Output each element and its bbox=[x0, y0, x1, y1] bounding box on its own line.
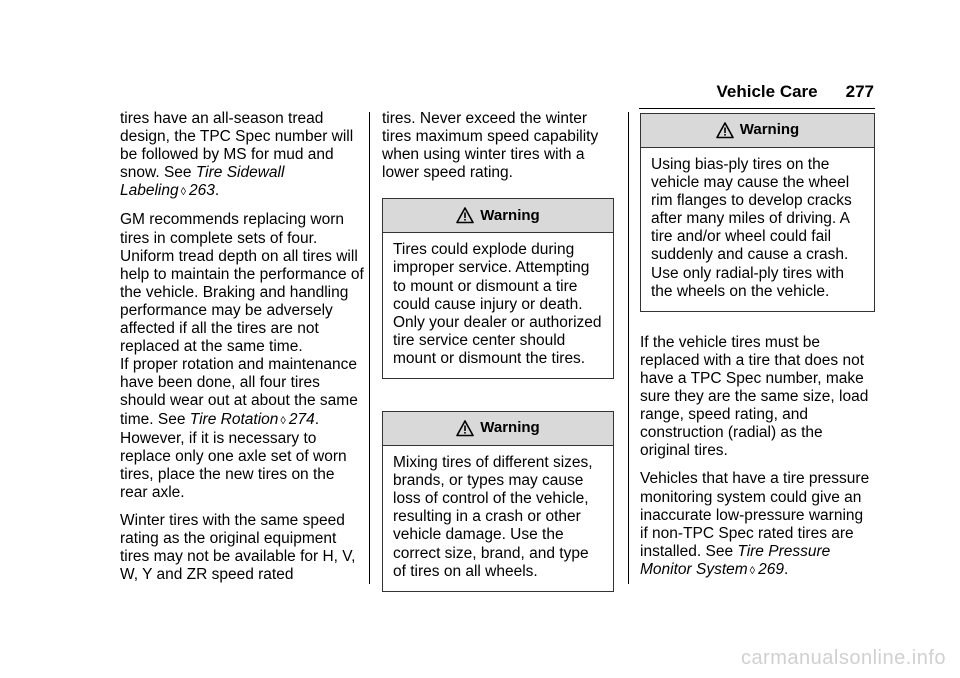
page-number: 277 bbox=[845, 82, 874, 101]
xref-page[interactable]: 269 bbox=[758, 560, 784, 578]
xref-link[interactable]: Tire Pressure Monitor System bbox=[640, 542, 831, 578]
warning-title: Warning bbox=[480, 206, 540, 224]
paragraph: If proper rotation and maintenance have been done, all four tires should wear out at about the same time. See Tire Rotation ◊ 274. However, if it is necessary to replace only one axle set of worn tires, place the new tires on the rear axle. bbox=[120, 356, 358, 501]
warning-triangle-icon bbox=[716, 122, 734, 139]
warning-header bbox=[383, 199, 613, 233]
paragraph: Vehicles that have a tire pressure monitoring system could give an inaccurate low-pressure warning if non-TPC Spec rated tires are installed. See Tire Pressure Monitor System ◊ 269. bbox=[640, 470, 870, 578]
page-ref-icon: ◊ bbox=[180, 186, 187, 199]
xref-link[interactable]: Tire Rotation bbox=[189, 410, 279, 428]
xref-page[interactable]: 274 bbox=[288, 410, 315, 428]
warning-box bbox=[382, 411, 614, 592]
column-3 bbox=[640, 113, 875, 590]
column-2 bbox=[382, 110, 614, 592]
paragraph: tires have an all-season tread design, the TPC Spec number will be followed by MS for mud and snow. See Tire Sidewall Labeling ◊ 263. bbox=[120, 110, 354, 200]
warning-title: Warning bbox=[739, 121, 800, 139]
warning-body: Mixing tires of different sizes, brands, or types may cause loss of control of the vehicle, resulting in a crash or other vehicle damage. Use the correct size, brand, and type of tires on all wheels. bbox=[393, 454, 593, 580]
paragraph: Winter tires with the same speed rating as the original equipment tires may not be available for H, V, W, Y and ZR speed rated bbox=[120, 511, 356, 584]
column-divider-1 bbox=[369, 112, 370, 584]
warning-box bbox=[640, 113, 875, 312]
paragraph: If the vehicle tires must be replaced with a tire that does not have a TPC Spec number, make sure they are the same size, load range, speed rating, and construction (radial) as the original tires. bbox=[640, 333, 869, 460]
warning-body: Using bias-ply tires on the vehicle may cause the wheel rim flanges to develop cracks after many miles of driving. A tire and/or wheel could fail suddenly and cause a crash. Use only radial-ply tires with the wheels on the vehicle. bbox=[651, 156, 852, 300]
warning-triangle-icon bbox=[456, 420, 474, 437]
warning-triangle-icon bbox=[456, 207, 474, 224]
warning-title: Warning bbox=[480, 419, 540, 437]
page-header bbox=[717, 82, 875, 102]
paragraph: tires. Never exceed the winter tires maximum speed capability when using winter tires with a lower speed rating. bbox=[382, 110, 599, 182]
header-rule bbox=[639, 108, 875, 109]
warning-box bbox=[382, 198, 614, 379]
section-title: Vehicle Care bbox=[716, 82, 818, 101]
column-1 bbox=[120, 110, 365, 594]
xref-link[interactable]: Tire Sidewall Labeling bbox=[120, 164, 285, 200]
warning-header bbox=[383, 412, 613, 446]
watermark: carmanualsonline.info bbox=[740, 647, 946, 669]
warning-body: Tires could explode during improper service. Attempting to mount or dismount a tire could cause injury or death. Only your dealer or authorized tire service center should mount or dismount the tires. bbox=[393, 241, 602, 367]
page-ref-icon: ◊ bbox=[749, 564, 756, 577]
paragraph: GM recommends replacing worn tires in complete sets of four. Uniform tread depth on all tires will help to maintain the performance of the vehicle. Braking and handling performance may be adversely affected if all the tires are not replaced at the same time. bbox=[120, 211, 364, 356]
warning-header bbox=[641, 114, 874, 148]
column-divider-2 bbox=[628, 112, 629, 584]
page-ref-icon: ◊ bbox=[280, 414, 286, 427]
xref-page[interactable]: 263 bbox=[189, 182, 215, 200]
